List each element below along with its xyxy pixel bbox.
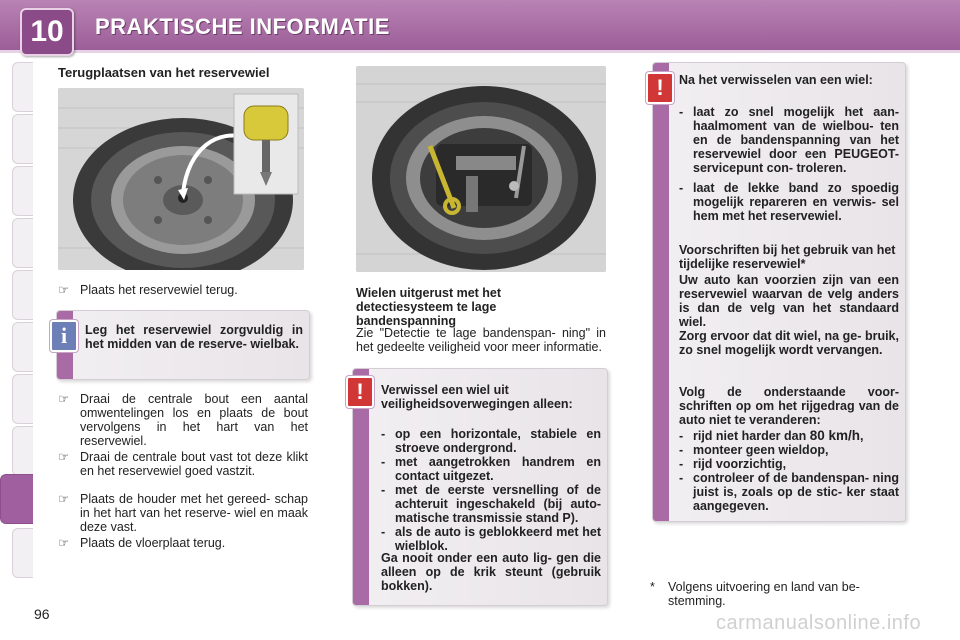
- info-box: [56, 310, 310, 380]
- warning-item: - met de eerste versnelling of de achteruit ingeschakeld (bij auto- matische transmissie stand P).: [381, 483, 601, 525]
- warning-item: - met aangetrokken handrem en contact uitgezet.: [381, 455, 601, 483]
- chapter-tab[interactable]: [12, 374, 33, 424]
- section-heading: Wielen uitgerust met het detectiesysteem te lage bandenspanning: [356, 286, 502, 328]
- chapter-tab[interactable]: [12, 166, 33, 216]
- hand-pointer-icon: ☞: [58, 492, 70, 506]
- hand-pointer-icon: ☞: [58, 392, 70, 406]
- chapter-tab[interactable]: [12, 528, 33, 578]
- page-title: PRAKTISCHE INFORMATIE: [95, 14, 390, 39]
- rule-item: - monteer geen wieldop,: [679, 443, 829, 457]
- after-change-item: - laat zo snel mogelijk het aan- haalmoment van de wielbou- ten en de bandenspanning van het reservewiel door een PEUGEOT-servicepunt con- troleren.: [679, 105, 899, 175]
- step-item: ☞ Draai de centrale bout een aantal omwentelingen los en plaats de bout vervolgens in het hart van het reservewiel.: [58, 392, 308, 448]
- footnote-star: *: [650, 580, 655, 594]
- chapter-number: 10: [20, 8, 74, 56]
- step-item: ☞ Plaats de houder met het gereed- schap in het hart van het reserve- wiel en maak deze vast.: [58, 492, 308, 534]
- step-item: ☞ Plaats de vloerplaat terug.: [58, 536, 226, 550]
- header-divider: [0, 50, 960, 53]
- watermark: carmanualsonline.info: [716, 612, 922, 634]
- warning-icon: !: [646, 72, 674, 104]
- hand-pointer-icon: ☞: [58, 283, 70, 297]
- rules-paragraph: Zorg ervoor dat dit wiel, na ge- bruik, zo snel mogelijk wordt vervangen.: [679, 329, 899, 357]
- chapter-tabs: [0, 62, 32, 582]
- hand-pointer-icon: ☞: [58, 450, 70, 464]
- chapter-tab[interactable]: [12, 218, 33, 268]
- after-change-title: Na het verwisselen van een wiel:: [679, 73, 873, 87]
- chapter-tab[interactable]: [12, 62, 33, 112]
- section-heading: Terugplaatsen van het reservewiel: [58, 65, 270, 80]
- rule-item: - rijd voorzichtig,: [679, 457, 787, 471]
- chapter-tab[interactable]: [12, 114, 33, 164]
- spare-wheel-photo: [58, 88, 304, 270]
- warning-box-stripe: [653, 63, 669, 521]
- chapter-tab[interactable]: [12, 270, 33, 320]
- body-text: Zie "Detectie te lage bandenspan- ning" in het gedeelte veiligheid voor meer informatie.: [356, 326, 606, 354]
- chapter-tab-active[interactable]: [0, 474, 33, 524]
- after-change-item: - laat de lekke band zo spoedig mogelijk repareren en verwis- sel hem met het reservewiel.: [679, 181, 899, 223]
- rules-paragraph: Volg de onderstaande voor- schriften op om het rijgedrag van de auto niet te veranderen:: [679, 385, 899, 427]
- hand-pointer-icon: ☞: [58, 536, 70, 550]
- page-number: 96: [34, 606, 50, 622]
- rules-title: Voorschriften bij het gebruik van het tijdelijke reservewiel*: [679, 243, 896, 271]
- warning-title: Verwissel een wiel uit veiligheidsoverwegingen alleen:: [381, 383, 573, 411]
- warning-icon: !: [346, 376, 374, 408]
- chapter-tab[interactable]: [12, 322, 33, 372]
- warning-item: - op een horizontale, stabiele en stroeve ondergrond.: [381, 427, 601, 455]
- warning-footer: Ga nooit onder een auto lig- gen die alleen op de krik steunt (gebruik bokken).: [381, 551, 601, 593]
- chapter-tab[interactable]: [12, 426, 33, 476]
- speed-limit: 80 km/h: [809, 428, 860, 443]
- step-item: ☞ Draai de centrale bout vast tot deze klikt en het reservewiel goed vastzit.: [58, 450, 308, 478]
- info-icon: i: [50, 320, 78, 352]
- info-text: Leg het reservewiel zorgvuldig in het midden van de reserve- wielbak.: [85, 323, 303, 351]
- rule-item: - rijd niet harder dan 80 km/h,: [679, 428, 864, 443]
- spare-wheel-tools-photo: [356, 66, 606, 272]
- rule-item: - controleer of de bandenspan- ning juist is, zoals op de stic- ker staat aangegeven.: [679, 471, 899, 513]
- warning-box: [352, 368, 608, 606]
- warning-box-right: [652, 62, 906, 522]
- rules-paragraph: Uw auto kan voorzien zijn van een reservewiel waarvan de velg anders is dan de velg van het standaard wiel.: [679, 273, 899, 329]
- warning-item: - als de auto is geblokkeerd met het wielblok.: [381, 525, 601, 553]
